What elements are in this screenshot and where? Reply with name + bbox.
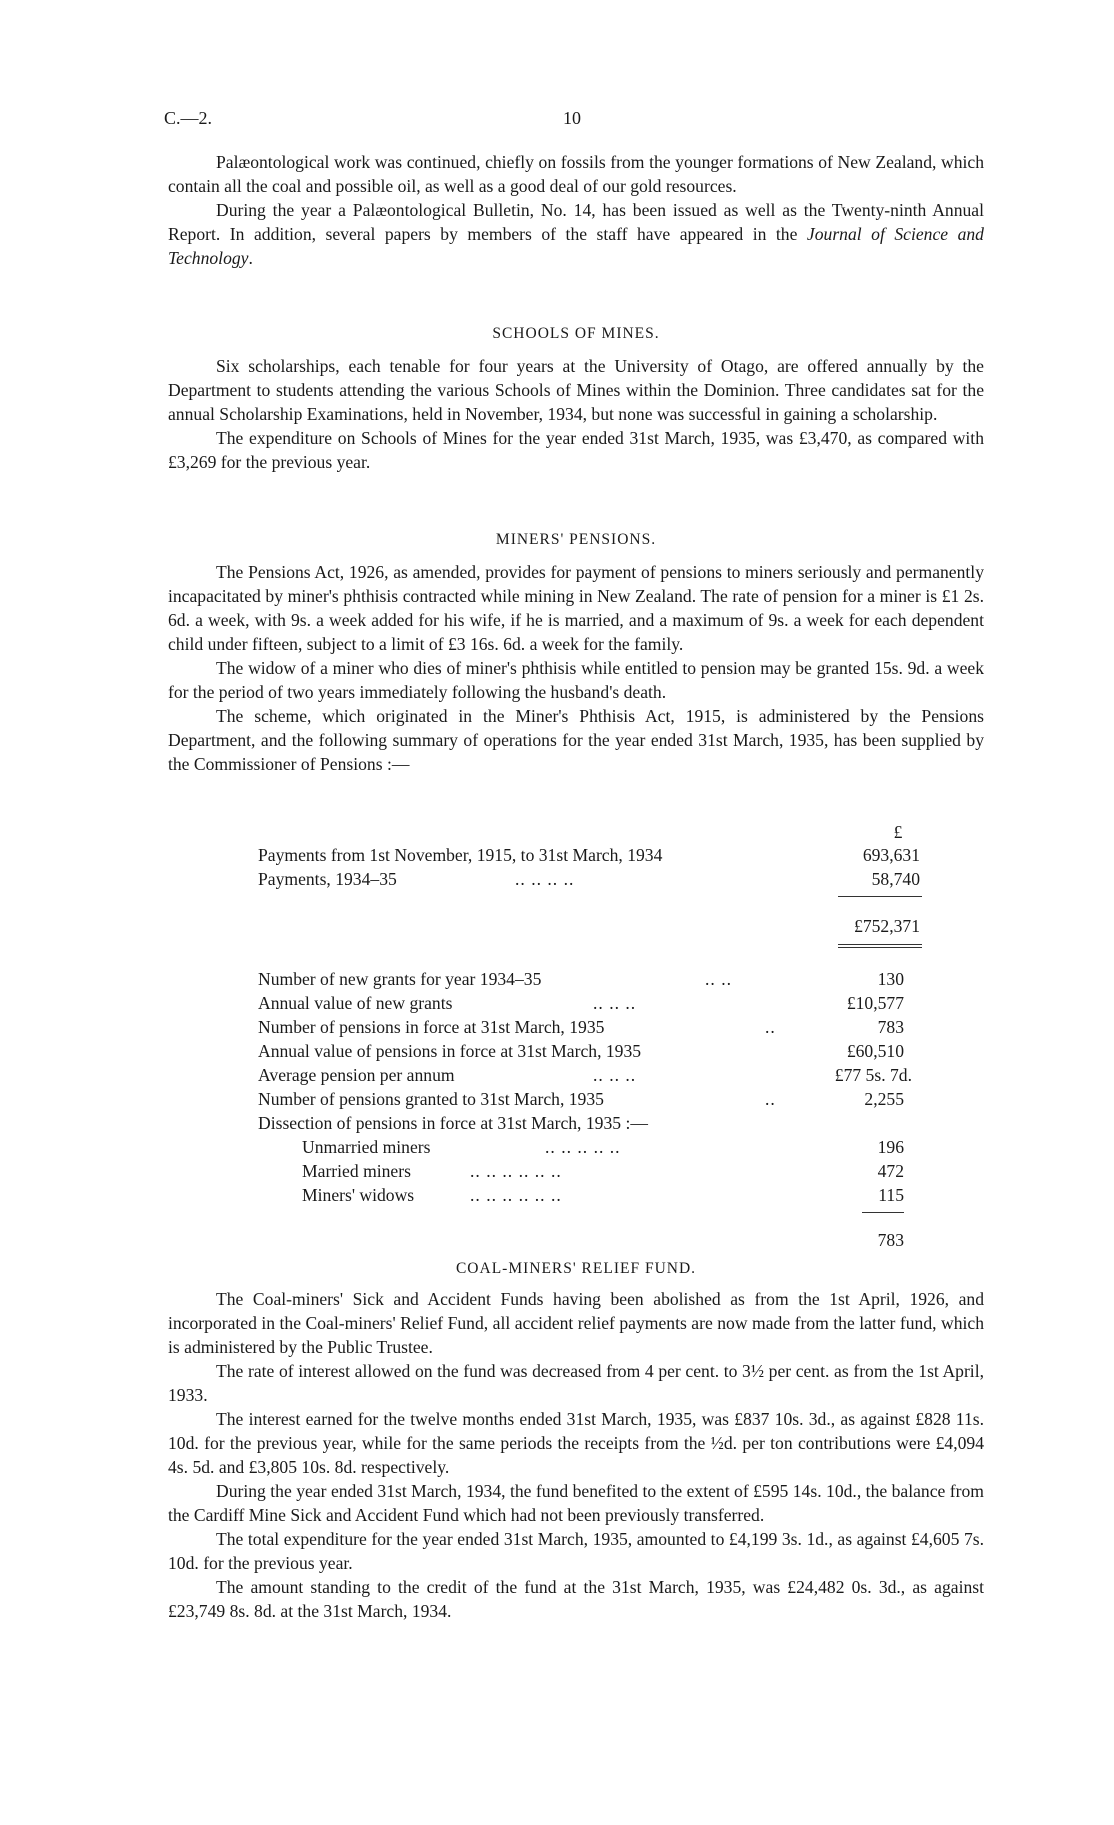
total-rule [838, 947, 922, 948]
leader-dots: .. [765, 1089, 776, 1109]
paragraph: The total expenditure for the year ended 31st March, 1935, amounted to £4,199 3s. 1d., as against £4,605 7s. 10d. for the previous year. [168, 1529, 984, 1573]
dissection-label: Dissection of pensions in force at 31st March, 1935 :— [258, 1113, 648, 1133]
payments-total: £752,371 [854, 916, 920, 936]
paragraph: During the year ended 31st March, 1934, the fund benefited to the extent of £595 14s. 10d., the balance from the Cardiff Mine Sick and Accident Fund which had not been previously transferred. [168, 1481, 984, 1525]
stat-value: £60,510 [846, 1041, 904, 1061]
dissection-rule [862, 1212, 904, 1213]
paragraph: Palæontological work was continued, chiefly on fossils from the younger formations of New Zealand, which contain all the coal and possible oil, as well as a good deal of our gold resources. [168, 152, 984, 196]
stat-value: £77 5s. 7d. [834, 1065, 912, 1085]
leader-dots: .. [765, 1017, 776, 1037]
payment-value: 58,740 [871, 869, 920, 889]
report-reference: C.—2. [164, 108, 213, 128]
dissection-item-label: Unmarried miners [302, 1137, 431, 1157]
stat-value: 130 [877, 969, 904, 989]
stat-value: 783 [877, 1017, 904, 1037]
section-heading: MINERS' PENSIONS. [495, 531, 657, 548]
dissection-item-label: Miners' widows [302, 1185, 415, 1205]
leader-dots: .. .. .. [593, 993, 637, 1013]
dissection-item-value: 196 [877, 1137, 904, 1157]
stat-label: Average pension per annum [258, 1065, 455, 1085]
dissection-item-value: 115 [878, 1185, 904, 1205]
stat-label: Number of new grants for year 1934–35 [258, 969, 542, 989]
stat-value: £10,577 [846, 993, 904, 1013]
stat-label: Annual value of pensions in force at 31st March, 1935 [258, 1041, 642, 1061]
payment-label: Payments, 1934–35 [258, 869, 397, 889]
paragraph: The expenditure on Schools of Mines for the year ended 31st March, 1935, was £3,470, as compared with £3,269 for the previous year. [168, 428, 984, 472]
payment-value: 693,631 [862, 845, 920, 865]
paragraph: The amount standing to the credit of the fund at the 31st March, 1935, was £24,482 0s. 3d., as against £23,749 8s. 8d. at the 31st March, 1934. [168, 1577, 984, 1621]
payment-label: Payments from 1st November, 1915, to 31st March, 1934 [258, 845, 663, 865]
currency-symbol: £ [893, 822, 903, 842]
intro-section [168, 150, 984, 270]
leader-dots: .. .. .. .. .. .. [470, 1161, 562, 1181]
paragraph: The widow of a miner who dies of miner's phthisis while entitled to pension may be granted 15s. 9d. a week for the period of two years immediately following the husband's death. [168, 658, 984, 702]
stat-value: 2,255 [864, 1089, 904, 1109]
total-rule [838, 944, 922, 945]
paragraph: The interest earned for the twelve months ended 31st March, 1935, was £837 10s. 3d., as against £828 11s. 10d. for the previous year, while for the same periods the receipts from the ½d. per ton contributions were £4,094 4s. 5d. and £3,805 10s. 8d. respectively. [168, 1409, 984, 1477]
stat-label: Number of pensions granted to 31st March, 1935 [258, 1089, 604, 1109]
leader-dots: .. .. .. .. [515, 869, 575, 889]
section-heading: SCHOOLS OF MINES. [492, 325, 660, 342]
paragraph: The rate of interest allowed on the fund was decreased from 4 per cent. to 3½ per cent. as from the 1st April, 1933. [168, 1361, 984, 1405]
leader-dots: .. .. [705, 969, 732, 989]
page-number: 10 [563, 108, 581, 128]
dissection-item-label: Married miners [302, 1161, 411, 1181]
paragraph: The Coal-miners' Sick and Accident Funds having been abolished as from the 1st April, 1926, and incorporated in the Coal-miners' Relief Fund, all accident relief payments are now made from the latter fund, which is administered by the Public Trustee. [168, 1289, 984, 1357]
dissection-total: 783 [877, 1230, 904, 1250]
dissection-item-value: 472 [877, 1161, 904, 1181]
subtotal-rule [838, 896, 922, 897]
section-heading: COAL-MINERS' RELIEF FUND. [455, 1260, 697, 1277]
leader-dots: .. .. .. .. .. [545, 1137, 621, 1157]
pensions-section [168, 528, 984, 776]
leader-dots: .. .. .. .. .. .. [470, 1185, 562, 1205]
relief-section [168, 1257, 984, 1623]
paragraph: The Pensions Act, 1926, as amended, provides for payment of pensions to miners seriously and permanently incapacitated by miner's phthisis contracted while mining in New Zealand. The rate of pension for a miner is £1 2s. 6d. a week, with 9s. a week added for his wife, if he is married, and a maximum of 9s. a week for each dependent child under fifteen, subject to a limit of £3 16s. 6d. a week for the family. [168, 562, 984, 654]
paragraph: Six scholarships, each tenable for four years at the University of Otago, are offered annually by the Department to students attending the various Schools of Mines within the Dominion. Three candidates sat for the annual Scholarship Examinations, held in November, 1934, but none was successful in gaining a scholarship. [168, 356, 984, 424]
stat-label: Number of pensions in force at 31st March, 1935 [258, 1017, 605, 1037]
stat-label: Annual value of new grants [258, 993, 453, 1013]
paragraph: During the year a Palæontological Bulletin, No. 14, has been issued as well as the Twenty-ninth Annual Report. In addition, several papers by members of the staff have appeared in the Journal of Science and Technology. [168, 200, 984, 268]
paragraph: The scheme, which originated in the Miner's Phthisis Act, 1915, is administered by the Pensions Department, and the following summary of operations for the year ended 31st March, 1935, has been supplied by the Commissioner of Pensions :— [168, 706, 984, 774]
leader-dots: .. .. .. [593, 1065, 637, 1085]
journal-title: Journal of Science and Technology [168, 224, 984, 268]
schools-section [168, 322, 984, 474]
